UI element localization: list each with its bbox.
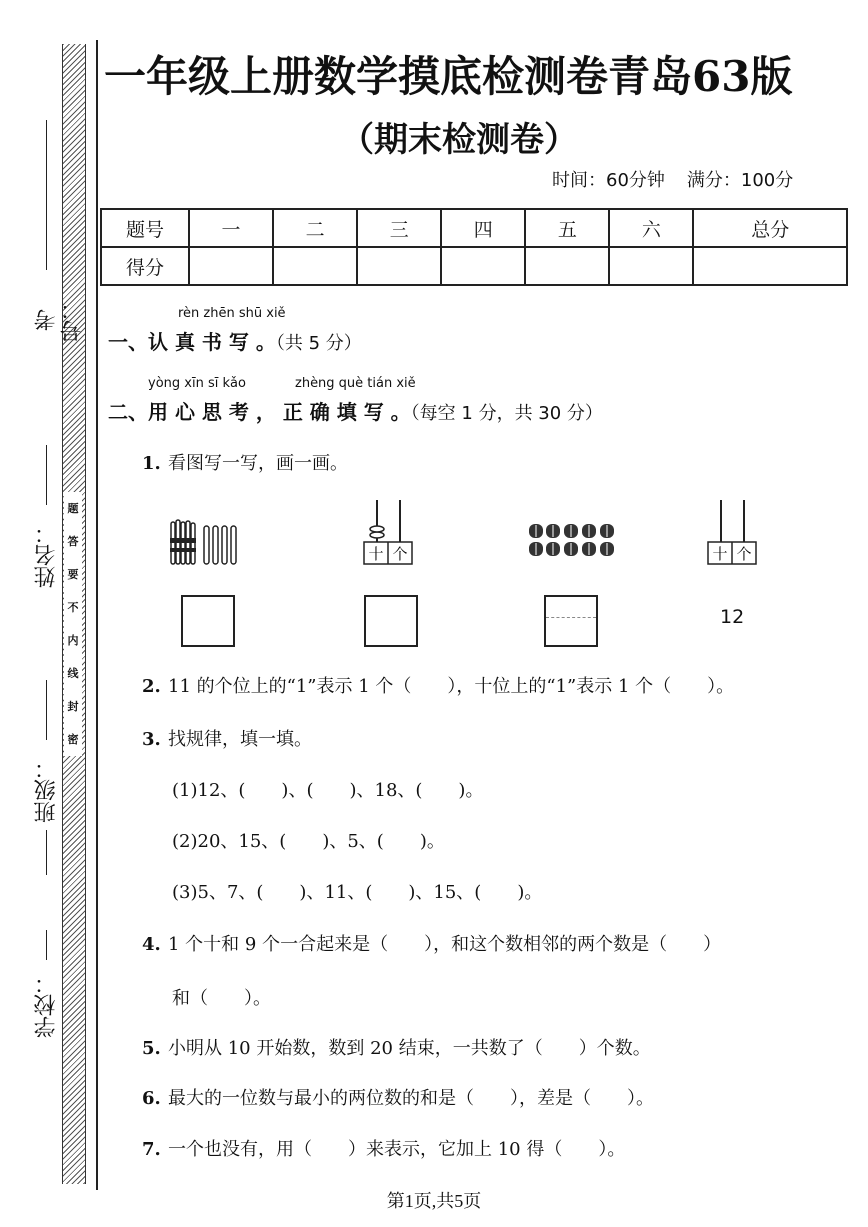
table-cell: 二 [273, 209, 357, 247]
abacus-figure-1 [360, 498, 420, 568]
answer-box[interactable] [364, 595, 418, 647]
section2-heading [108, 396, 603, 425]
seal-char: 密 [64, 723, 82, 756]
section2-note: （每空 1 分，共 30 分） [410, 403, 603, 424]
seal-char: 内 [64, 624, 82, 657]
table-cell: 三 [357, 209, 441, 247]
table-cell: 一 [189, 209, 273, 247]
section1-pinyin: rèn zhēn shū xiě [178, 306, 286, 321]
question-5: 5. 小明从 10 开始数，数到 20 结束，一共数了（ ）个数。 [142, 1038, 651, 1059]
given-number: 12 [720, 606, 745, 628]
objects-figure [527, 520, 619, 562]
score-table-header [101, 209, 847, 247]
page-footer: 第1页,共5页 [386, 1191, 482, 1211]
name-field[interactable]: 姓名： [20, 445, 64, 590]
score-cell[interactable] [441, 247, 525, 285]
question-3-item-2: (2)20、15、( )、5、( )。 [172, 831, 445, 852]
seal-char: 线 [64, 657, 82, 690]
seal-char: 封 [64, 690, 82, 723]
binding-line [96, 40, 98, 1190]
score-cell[interactable] [693, 247, 847, 285]
exam-no-field[interactable]: 考号： [20, 120, 64, 350]
table-cell: 总分 [693, 209, 847, 247]
time-limit: 时间：60分钟 [552, 170, 665, 191]
section2-pinyin-2: zhèng què tián xiě [295, 376, 416, 391]
question-1: 1. 看图写一写，画一画。 [142, 453, 348, 474]
ones-label: 个 [736, 545, 752, 563]
table-cell: 四 [441, 209, 525, 247]
seal-char: 要 [64, 558, 82, 591]
tens-label: 十 [712, 545, 728, 563]
abacus-figure-2 [704, 498, 764, 568]
page-title: 一年级上册数学摸底检测卷青岛63版 [104, 52, 793, 101]
section1-title: 一、认 真 书 写 。 [108, 330, 276, 354]
table-cell: 六 [609, 209, 693, 247]
question-3-item-3: (3)5、7、( )、11、( )、15、( )。 [172, 882, 543, 903]
seal-char: 题 [64, 492, 82, 525]
score-cell[interactable] [273, 247, 357, 285]
section2-pinyin-1: yòng xīn sī kǎo [148, 376, 246, 391]
question-6: 6. 最大的一位数与最小的两位数的和是（ ），差是（ ）。 [142, 1088, 654, 1109]
table-cell: 五 [525, 209, 609, 247]
table-cell: 得分 [101, 247, 189, 285]
seal-char: 不 [64, 591, 82, 624]
tens-label: 十 [368, 545, 384, 563]
section1-heading [108, 326, 362, 355]
score-table-row [101, 247, 847, 285]
class-field[interactable]: 班级： [20, 680, 64, 875]
question-4: 4. 1 个十和 9 个一合起来是（ ），和这个数相邻的两个数是（ ） [142, 934, 722, 955]
question-2: 2. 11 的个位上的“1”表示 1 个（ ），十位上的“1”表示 1 个（ ）。 [142, 676, 735, 697]
table-cell: 题号 [101, 209, 189, 247]
question-7: 7. 一个也没有，用（ ）来表示，它加上 10 得（ ）。 [142, 1139, 626, 1160]
question-3: 3. 找规律，填一填。 [142, 729, 312, 750]
full-score: 满分：100分 [686, 170, 794, 191]
page-subtitle: （期末检测卷） [340, 120, 578, 160]
ones-label: 个 [392, 545, 408, 563]
score-cell[interactable] [357, 247, 441, 285]
answer-box[interactable] [544, 595, 598, 647]
time-info [552, 166, 793, 192]
question-3-item-1: (1)12、( )、( )、18、( )。 [172, 780, 484, 801]
score-cell[interactable] [609, 247, 693, 285]
score-cell[interactable] [189, 247, 273, 285]
score-table [100, 208, 848, 286]
section2-title: 二、用 心 思 考 ， 正 确 填 写 。 [108, 400, 411, 424]
score-cell[interactable] [525, 247, 609, 285]
school-field[interactable]: 学校： [20, 930, 64, 1040]
seal-char: 答 [64, 525, 82, 558]
question-4-continued: 和（ ）。 [172, 988, 271, 1009]
section1-note: （共 5 分） [275, 333, 362, 354]
answer-box[interactable] [181, 595, 235, 647]
sticks-figure [168, 518, 248, 568]
